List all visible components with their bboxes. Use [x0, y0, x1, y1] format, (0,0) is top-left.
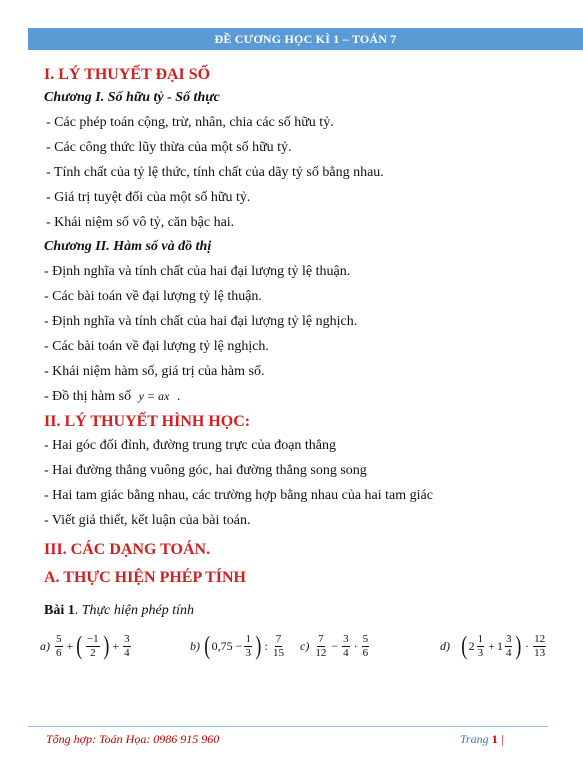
numerator: 5 [362, 632, 369, 645]
operator: : [264, 638, 268, 653]
footer-page [460, 732, 504, 747]
exercise-separator: . [74, 603, 82, 618]
list-item-graph [44, 384, 564, 409]
expression-d [440, 627, 548, 665]
chapter-2-title: Chương II. Hàm số và đồ thị [44, 239, 212, 254]
page-number: 1 [491, 732, 498, 746]
subsection-title-compute: A. THỰC HIỆN PHÉP TÍNH [44, 569, 246, 586]
operator: · [525, 638, 530, 653]
list-item: - Khái niệm số vô tỷ, căn bậc hai. [46, 215, 235, 230]
numerator: 3 [505, 632, 512, 645]
part-label: a) [40, 638, 50, 653]
fraction [505, 633, 513, 660]
formula: y = ax [138, 389, 170, 403]
list-item: - Các bài toán về đại lượng tỷ lệ nghịch. [44, 339, 269, 354]
operator: + [488, 638, 495, 653]
list-item-text: - Đồ thị hàm số [44, 389, 132, 404]
operator: + [112, 638, 120, 653]
fraction [55, 633, 63, 660]
section-title-algebra: I. LÝ THUYẾT ĐẠI SỐ [44, 66, 211, 83]
left-paren: ( [204, 631, 211, 660]
section-title-problems: III. CÁC DẠNG TOÁN. [44, 541, 211, 558]
list-item: - Định nghĩa và tính chất của hai đại lượng tỷ lệ nghịch. [44, 314, 358, 329]
numerator: 1 [477, 632, 484, 645]
fraction [362, 633, 370, 660]
operator: + [66, 638, 74, 653]
denominator: 6 [362, 646, 369, 659]
numerator: 3 [343, 632, 349, 645]
numerator: 3 [124, 632, 130, 645]
left-paren: ( [461, 631, 468, 660]
fraction [86, 633, 100, 660]
whole-part: 1 [496, 638, 503, 653]
numerator: −1 [86, 632, 99, 645]
list-item: - Các bài toán về đại lượng tỷ lệ thuận. [44, 289, 262, 304]
expression-b [190, 627, 287, 665]
list-item: - Hai góc đối đỉnh, đường trung trực của đoạn thẳng [44, 438, 337, 453]
denominator: 4 [343, 646, 349, 659]
list-item: - Hai đường thẳng vuông góc, hai đường thẳng song song [44, 463, 367, 478]
decimal-term: 0,75 − [211, 638, 243, 653]
fraction [477, 633, 485, 660]
document-body [40, 64, 564, 667]
part-label: c) [300, 638, 310, 653]
operator: · [353, 638, 358, 653]
exercise-label: Bài 1 [44, 603, 75, 618]
denominator: 15 [272, 646, 284, 659]
fraction [533, 633, 546, 660]
exercise-parts [40, 627, 564, 667]
fraction [314, 633, 327, 660]
numerator: 5 [56, 632, 62, 645]
part-label: b) [190, 638, 200, 653]
left-paren: ( [76, 631, 83, 660]
list-item: - Viết giả thiết, kết luận của bài toán. [44, 513, 251, 528]
list-item: - Khái niệm hàm số, giá trị của hàm số. [44, 364, 265, 379]
denominator: 4 [505, 646, 512, 659]
part-label: d) [440, 638, 450, 653]
footer-credit: Tổng hợp: Toán Họa: 0986 915 960 [46, 732, 220, 746]
expression-a [40, 627, 133, 665]
denominator: 3 [477, 646, 484, 659]
fraction [342, 633, 350, 660]
expression-c [300, 627, 371, 665]
right-paren: ) [255, 631, 262, 660]
denominator: 4 [124, 646, 130, 659]
right-paren: ) [515, 631, 522, 660]
list-item: - Định nghĩa và tính chất của hai đại lượng tỷ lệ thuận. [44, 264, 351, 279]
fraction [123, 633, 131, 660]
list-item-suffix: . [176, 389, 181, 404]
list-item: - Các công thức lũy thừa của một số hữu tỷ. [46, 140, 292, 155]
numerator: 7 [318, 632, 324, 645]
denominator: 12 [315, 646, 327, 659]
right-paren: ) [102, 631, 110, 660]
operator: − [331, 638, 339, 653]
numerator: 12 [534, 632, 546, 645]
list-item: - Tính chất của tỷ lệ thức, tính chất của dãy tỷ số bằng nhau. [46, 165, 384, 180]
numerator: 7 [275, 632, 282, 645]
section-title-geometry: II. LÝ THUYẾT HÌNH HỌC: [44, 413, 251, 430]
document-header: ĐỀ CƯƠNG HỌC KÌ 1 – TOÁN 7 [28, 28, 583, 50]
page-separator: | [500, 732, 504, 746]
fraction [272, 633, 285, 660]
denominator: 3 [245, 646, 251, 659]
page-label: Trang [460, 732, 489, 746]
denominator: 2 [90, 646, 96, 659]
denominator: 6 [56, 646, 62, 659]
list-item: - Giá trị tuyệt đối của một số hữu tỷ. [46, 190, 251, 205]
fraction [244, 633, 252, 660]
exercise-instruction: Thực hiện phép tính [81, 603, 194, 618]
list-item: - Hai tam giác bằng nhau, các trường hợp bằng nhau của hai tam giác [44, 488, 433, 503]
exercise-title [44, 599, 564, 623]
chapter-1-title: Chương I. Số hữu tỷ - Số thực [44, 90, 220, 105]
whole-part: 2 [468, 638, 475, 653]
footer-divider [28, 726, 548, 727]
list-item: - Các phép toán cộng, trừ, nhân, chia các số hữu tỷ. [46, 115, 334, 130]
denominator: 13 [534, 646, 546, 659]
numerator: 1 [245, 632, 251, 645]
